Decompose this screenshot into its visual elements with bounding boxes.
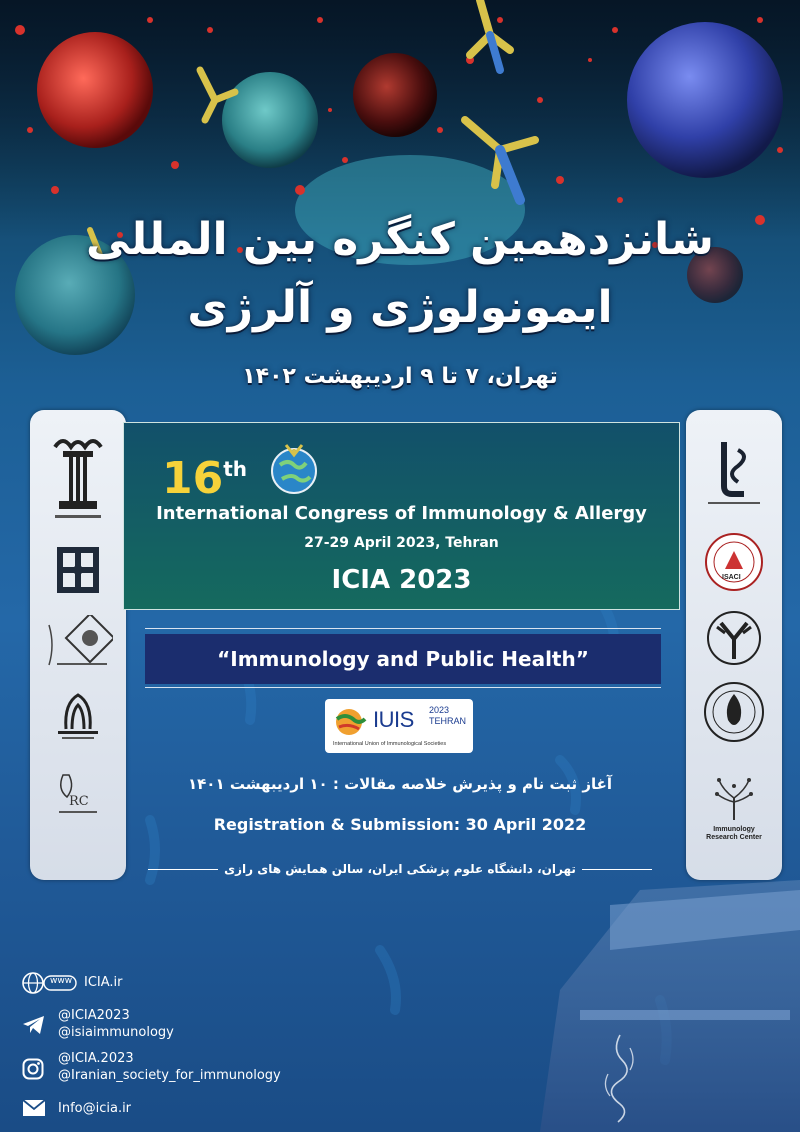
- theme-top-rule: [145, 628, 661, 629]
- instagram-handle-2[interactable]: @Iranian_society_for_immunology: [58, 1068, 281, 1083]
- tarbiat-modares-logo: [38, 682, 118, 752]
- instagram-contact: [22, 1050, 342, 1086]
- immunology-research-center-logo: [694, 754, 774, 864]
- website-contact[interactable]: [22, 972, 222, 996]
- iran-university-medical-sciences-logo: [694, 430, 774, 516]
- antibody-society-logo: [694, 606, 774, 670]
- iuis-name: IUIS: [373, 707, 414, 732]
- right-sponsor-panel: [686, 410, 782, 880]
- venue-rule-left: [148, 869, 218, 870]
- geometric-emblem-logo: [38, 540, 118, 600]
- telegram-icon: [22, 1015, 46, 1035]
- isaci-logo: [694, 528, 774, 596]
- congress-name: International Congress of Immunology & Allergy: [156, 503, 647, 524]
- shiraz-university-logo: [694, 676, 774, 748]
- iuis-subtitle: International Union of Immunological Societies: [333, 741, 447, 747]
- email-contact[interactable]: [22, 1098, 222, 1120]
- svg-text:ISACI: ISACI: [722, 574, 741, 581]
- congress-acronym: ICIA 2023: [331, 565, 472, 595]
- svg-text:RC: RC: [69, 794, 89, 809]
- www-badge: www: [50, 976, 73, 986]
- venue-rule-right: [582, 869, 652, 870]
- left-sponsor-panel: [30, 410, 126, 880]
- email-icon: [22, 1099, 46, 1117]
- immunology-research-center-label: Immunology Research Center: [706, 826, 762, 841]
- iuis-logo: [325, 699, 473, 753]
- globe-icon: [266, 441, 322, 501]
- instagram-handle-1[interactable]: @ICIA.2023: [58, 1051, 134, 1066]
- instagram-icon: [22, 1058, 44, 1080]
- venue-text: تهران، دانشگاه علوم پزشکی ایران، سالن همایش های رازی: [224, 862, 576, 876]
- iuis-year: 2023: [429, 705, 450, 715]
- university-column-logo: [38, 428, 118, 528]
- edition-suffix: th: [223, 457, 248, 481]
- theme-bottom-rule: [145, 687, 661, 688]
- persian-title-line-1: شانزدهمین کنگره بین المللی: [86, 214, 714, 265]
- iuis-city: TEHRAN: [429, 716, 467, 726]
- registration-english: Registration & Submission: 30 April 2022: [213, 815, 587, 834]
- persian-date-line: تهران، ۷ تا ۹ اردیبهشت ۱۴۰۲: [242, 364, 558, 389]
- telegram-contact: [22, 1007, 322, 1043]
- medical-sciences-logo: [38, 608, 118, 678]
- congress-dates: 27-29 April 2023, Tehran: [304, 535, 499, 551]
- website-link[interactable]: ICIA.ir: [84, 975, 123, 990]
- congress-edition-number: [162, 453, 247, 504]
- calligraphy-signature: [590, 1030, 650, 1125]
- telegram-handle-2[interactable]: @isiaimmunology: [58, 1025, 174, 1040]
- telegram-handle-1[interactable]: @ICIA2023: [58, 1008, 130, 1023]
- venue-line: [0, 862, 800, 876]
- theme-banner: “Immunology and Public Health”: [145, 634, 661, 684]
- registration-persian: آغاز ثبت نام و پذیرش خلاصه مقالات : ۱۰ اردیبهشت ۱۴۰۱: [187, 775, 613, 793]
- iuis-year-city: [429, 705, 466, 727]
- congress-info-box: [123, 422, 680, 610]
- edition-number: 16: [162, 453, 224, 504]
- email-address[interactable]: Info@icia.ir: [58, 1101, 132, 1116]
- iuis-globe-icon: [331, 707, 371, 737]
- persian-title-line-2: ایمونولوژی و آلرژی: [187, 282, 613, 333]
